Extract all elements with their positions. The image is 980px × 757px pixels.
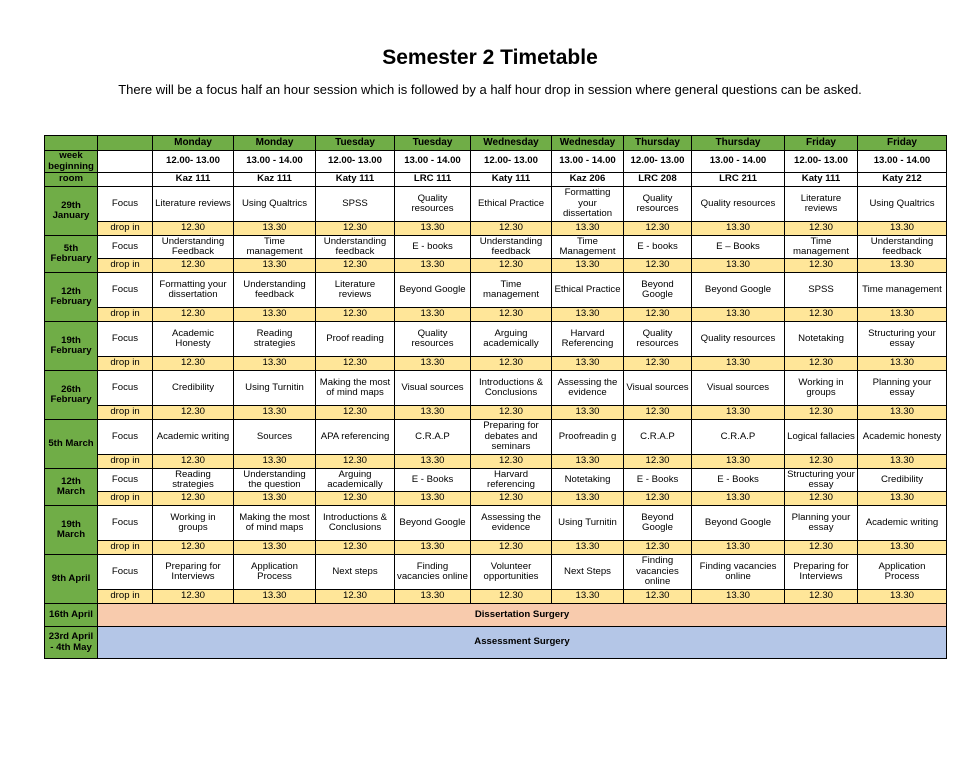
drop-in-time: 13.30 <box>395 259 471 273</box>
drop-in-time: 12.30 <box>153 222 234 236</box>
week-label: 19th March <box>45 506 98 555</box>
drop-in-time: 12.30 <box>316 357 395 371</box>
drop-in-time: 12.30 <box>624 259 692 273</box>
session-topic: Credibility <box>858 469 947 492</box>
week-label: 23rd April - 4th May <box>45 627 98 659</box>
focus-label: Focus <box>98 273 153 308</box>
corner-cell <box>98 136 153 151</box>
session-topic: Quality resources <box>624 187 692 222</box>
drop-in-time: 12.30 <box>624 406 692 420</box>
time-cell: 13.00 - 14.00 <box>858 151 947 173</box>
drop-in-time: 12.30 <box>316 590 395 604</box>
session-topic: Sources <box>234 420 316 455</box>
drop-in-row <box>45 541 947 555</box>
focus-row <box>45 273 947 308</box>
week-beginning-label: week beginning <box>45 151 98 173</box>
session-topic: SPSS <box>785 273 858 308</box>
drop-in-time: 12.30 <box>785 492 858 506</box>
blank-cell <box>98 173 153 187</box>
focus-label: Focus <box>98 555 153 590</box>
focus-row <box>45 371 947 406</box>
drop-in-time: 13.30 <box>552 492 624 506</box>
session-topic: Understanding feedback <box>858 236 947 259</box>
room-cell: Katy 212 <box>858 173 947 187</box>
session-topic: Time Management <box>552 236 624 259</box>
session-topic: Preparing for Interviews <box>153 555 234 590</box>
drop-in-time: 12.30 <box>471 259 552 273</box>
session-topic: Finding vacancies online <box>692 555 785 590</box>
session-topic: Finding vacancies online <box>624 555 692 590</box>
drop-in-time: 13.30 <box>858 406 947 420</box>
session-topic: Harvard Referencing <box>552 322 624 357</box>
drop-in-time: 13.30 <box>858 259 947 273</box>
session-topic: Literature reviews <box>785 187 858 222</box>
drop-in-time: 13.30 <box>234 308 316 322</box>
day-header: Thursday <box>692 136 785 151</box>
drop-in-time: 13.30 <box>858 541 947 555</box>
session-topic: Understanding feedback <box>234 273 316 308</box>
drop-in-time: 13.30 <box>692 541 785 555</box>
session-topic: APA referencing <box>316 420 395 455</box>
session-topic: E – Books <box>692 236 785 259</box>
session-topic: Volunteer opportunities <box>471 555 552 590</box>
drop-in-time: 13.30 <box>234 455 316 469</box>
session-topic: Formatting your dissertation <box>552 187 624 222</box>
session-topic: Using Turnitin <box>234 371 316 406</box>
session-topic: Beyond Google <box>624 506 692 541</box>
drop-in-time: 12.30 <box>153 308 234 322</box>
session-topic: Beyond Google <box>692 273 785 308</box>
session-topic: Arguing academically <box>471 322 552 357</box>
drop-in-time: 12.30 <box>471 406 552 420</box>
drop-in-time: 13.30 <box>692 222 785 236</box>
week-label: 5th February <box>45 236 98 273</box>
drop-in-time: 13.30 <box>692 308 785 322</box>
session-topic: Ethical Practice <box>552 273 624 308</box>
session-topic: Notetaking <box>552 469 624 492</box>
session-topic: C.R.A.P <box>395 420 471 455</box>
session-topic: E - Books <box>624 469 692 492</box>
session-topic: Working in groups <box>785 371 858 406</box>
session-topic: Quality resources <box>395 187 471 222</box>
session-topic: Academic writing <box>153 420 234 455</box>
focus-label: Focus <box>98 506 153 541</box>
session-topic: Using Qualtrics <box>858 187 947 222</box>
page-title: Semester 2 Timetable <box>382 46 598 69</box>
drop-in-row <box>45 492 947 506</box>
session-topic: Beyond Google <box>692 506 785 541</box>
drop-in-time: 12.30 <box>316 259 395 273</box>
drop-in-label: drop in <box>98 308 153 322</box>
session-topic: Beyond Google <box>624 273 692 308</box>
session-topic: Time management <box>234 236 316 259</box>
drop-in-row <box>45 259 947 273</box>
drop-in-time: 12.30 <box>316 455 395 469</box>
focus-row <box>45 555 947 590</box>
week-label: 12th February <box>45 273 98 322</box>
drop-in-label: drop in <box>98 492 153 506</box>
drop-in-row <box>45 406 947 420</box>
drop-in-time: 13.30 <box>552 455 624 469</box>
drop-in-time: 12.30 <box>316 308 395 322</box>
drop-in-time: 12.30 <box>471 222 552 236</box>
drop-in-time: 13.30 <box>395 308 471 322</box>
time-cell: 13.00 - 14.00 <box>552 151 624 173</box>
room-label: room <box>45 173 98 187</box>
session-topic: Planning your essay <box>858 371 947 406</box>
session-topic: Beyond Google <box>395 506 471 541</box>
room-cell: Kaz 111 <box>234 173 316 187</box>
day-header: Friday <box>785 136 858 151</box>
session-topic: Logical fallacies <box>785 420 858 455</box>
focus-row <box>45 187 947 222</box>
timetable-body <box>45 136 947 659</box>
drop-in-time: 12.30 <box>316 406 395 420</box>
time-cell: 12.00- 13.00 <box>471 151 552 173</box>
drop-in-row <box>45 308 947 322</box>
drop-in-time: 13.30 <box>234 541 316 555</box>
week-label: 12th March <box>45 469 98 506</box>
room-cell: Katy 111 <box>785 173 858 187</box>
day-header: Tuesday <box>316 136 395 151</box>
drop-in-row <box>45 590 947 604</box>
times-row <box>45 151 947 173</box>
drop-in-time: 12.30 <box>785 590 858 604</box>
session-topic: Quality resources <box>692 187 785 222</box>
drop-in-time: 13.30 <box>395 357 471 371</box>
drop-in-time: 13.30 <box>234 406 316 420</box>
focus-row <box>45 322 947 357</box>
day-header: Friday <box>858 136 947 151</box>
session-topic: Next Steps <box>552 555 624 590</box>
week-label: 9th April <box>45 555 98 604</box>
drop-in-time: 13.30 <box>234 492 316 506</box>
session-topic: Planning your essay <box>785 506 858 541</box>
day-header: Monday <box>153 136 234 151</box>
session-topic: Reading strategies <box>153 469 234 492</box>
focus-label: Focus <box>98 187 153 222</box>
session-topic: Preparing for Interviews <box>785 555 858 590</box>
session-topic: Structuring your essay <box>785 469 858 492</box>
session-topic: Next steps <box>316 555 395 590</box>
drop-in-time: 13.30 <box>858 590 947 604</box>
time-cell: 12.00- 13.00 <box>624 151 692 173</box>
drop-in-time: 13.30 <box>234 222 316 236</box>
drop-in-time: 12.30 <box>471 492 552 506</box>
drop-in-time: 13.30 <box>858 492 947 506</box>
drop-in-time: 12.30 <box>153 590 234 604</box>
drop-in-row <box>45 357 947 371</box>
drop-in-time: 13.30 <box>692 357 785 371</box>
drop-in-time: 13.30 <box>692 590 785 604</box>
session-topic: Visual sources <box>624 371 692 406</box>
drop-in-label: drop in <box>98 406 153 420</box>
room-cell: Kaz 206 <box>552 173 624 187</box>
session-topic: Understanding feedback <box>471 236 552 259</box>
drop-in-time: 13.30 <box>234 590 316 604</box>
session-topic: Academic honesty <box>858 420 947 455</box>
page-subtitle: There will be a focus half an hour session which is followed by a half hour drop in session where general questions can be asked. <box>118 82 862 97</box>
drop-in-time: 12.30 <box>153 259 234 273</box>
drop-in-time: 13.30 <box>858 357 947 371</box>
session-topic: Notetaking <box>785 322 858 357</box>
drop-in-time: 13.30 <box>552 541 624 555</box>
drop-in-time: 13.30 <box>858 455 947 469</box>
focus-label: Focus <box>98 236 153 259</box>
session-topic: Introductions & Conclusions <box>316 506 395 541</box>
session-topic: Ethical Practice <box>471 187 552 222</box>
drop-in-time: 12.30 <box>624 222 692 236</box>
drop-in-time: 13.30 <box>858 222 947 236</box>
drop-in-time: 13.30 <box>395 590 471 604</box>
drop-in-label: drop in <box>98 357 153 371</box>
day-header: Tuesday <box>395 136 471 151</box>
drop-in-time: 12.30 <box>624 308 692 322</box>
room-cell: Katy 111 <box>316 173 395 187</box>
drop-in-time: 13.30 <box>692 259 785 273</box>
session-topic: Arguing academically <box>316 469 395 492</box>
drop-in-time: 12.30 <box>316 492 395 506</box>
session-topic: E - books <box>395 236 471 259</box>
session-topic: Credibility <box>153 371 234 406</box>
focus-row <box>45 420 947 455</box>
drop-in-time: 12.30 <box>153 541 234 555</box>
room-cell: LRC 111 <box>395 173 471 187</box>
drop-in-time: 13.30 <box>395 455 471 469</box>
drop-in-time: 12.30 <box>471 455 552 469</box>
drop-in-time: 13.30 <box>234 357 316 371</box>
session-topic: Time management <box>471 273 552 308</box>
drop-in-label: drop in <box>98 541 153 555</box>
session-topic: Introductions & Conclusions <box>471 371 552 406</box>
session-topic: Structuring your essay <box>858 322 947 357</box>
drop-in-time: 12.30 <box>316 222 395 236</box>
drop-in-row <box>45 455 947 469</box>
day-header: Wednesday <box>552 136 624 151</box>
session-topic: E - Books <box>395 469 471 492</box>
drop-in-time: 13.30 <box>395 541 471 555</box>
session-topic: Using Turnitin <box>552 506 624 541</box>
drop-in-time: 12.30 <box>785 455 858 469</box>
session-topic: Understanding feedback <box>316 236 395 259</box>
session-topic: Proof reading <box>316 322 395 357</box>
time-cell: 12.00- 13.00 <box>153 151 234 173</box>
session-topic: SPSS <box>316 187 395 222</box>
session-topic: Finding vacancies online <box>395 555 471 590</box>
session-topic: Quality resources <box>624 322 692 357</box>
drop-in-time: 13.30 <box>552 259 624 273</box>
time-cell: 13.00 - 14.00 <box>395 151 471 173</box>
session-topic: Assessing the evidence <box>552 371 624 406</box>
drop-in-time: 12.30 <box>153 357 234 371</box>
drop-in-time: 13.30 <box>692 492 785 506</box>
rooms-row <box>45 173 947 187</box>
week-label: 26th February <box>45 371 98 420</box>
drop-in-time: 12.30 <box>153 406 234 420</box>
time-cell: 13.00 - 14.00 <box>692 151 785 173</box>
focus-row <box>45 469 947 492</box>
day-header: Monday <box>234 136 316 151</box>
time-cell: 13.00 - 14.00 <box>234 151 316 173</box>
drop-in-row <box>45 222 947 236</box>
drop-in-time: 13.30 <box>395 492 471 506</box>
session-topic: Understanding Feedback <box>153 236 234 259</box>
week-label: 29th January <box>45 187 98 236</box>
session-topic: Understanding the question <box>234 469 316 492</box>
focus-row <box>45 506 947 541</box>
session-topic: Working in groups <box>153 506 234 541</box>
focus-row <box>45 236 947 259</box>
timetable <box>44 135 947 659</box>
day-header: Wednesday <box>471 136 552 151</box>
drop-in-time: 13.30 <box>692 406 785 420</box>
dissertation-surgery-row <box>45 604 947 627</box>
drop-in-time: 12.30 <box>624 492 692 506</box>
session-topic: Application Process <box>234 555 316 590</box>
drop-in-time: 13.30 <box>552 357 624 371</box>
drop-in-time: 12.30 <box>624 357 692 371</box>
drop-in-time: 12.30 <box>624 455 692 469</box>
session-topic: Time management <box>785 236 858 259</box>
focus-label: Focus <box>98 469 153 492</box>
focus-label: Focus <box>98 420 153 455</box>
drop-in-label: drop in <box>98 222 153 236</box>
focus-label: Focus <box>98 371 153 406</box>
session-topic: C.R.A.P <box>624 420 692 455</box>
session-topic: Making the most of mind maps <box>316 371 395 406</box>
assessment-surgery-row <box>45 627 947 659</box>
drop-in-time: 13.30 <box>858 308 947 322</box>
session-topic: E - books <box>624 236 692 259</box>
drop-in-time: 13.30 <box>692 455 785 469</box>
room-cell: LRC 208 <box>624 173 692 187</box>
corner-cell <box>45 136 98 151</box>
session-topic: Assessing the evidence <box>471 506 552 541</box>
drop-in-time: 12.30 <box>785 541 858 555</box>
drop-in-time: 12.30 <box>624 541 692 555</box>
drop-in-time: 12.30 <box>785 308 858 322</box>
drop-in-time: 13.30 <box>552 406 624 420</box>
time-cell: 12.00- 13.00 <box>785 151 858 173</box>
drop-in-time: 13.30 <box>234 259 316 273</box>
drop-in-time: 12.30 <box>471 590 552 604</box>
session-topic: Formatting your dissertation <box>153 273 234 308</box>
session-topic: Proofreadin g <box>552 420 624 455</box>
day-header: Thursday <box>624 136 692 151</box>
drop-in-time: 13.30 <box>552 590 624 604</box>
week-label: 19th February <box>45 322 98 371</box>
room-cell: Katy 111 <box>471 173 552 187</box>
session-topic: C.R.A.P <box>692 420 785 455</box>
room-cell: Kaz 111 <box>153 173 234 187</box>
drop-in-time: 13.30 <box>552 222 624 236</box>
session-topic: Academic Honesty <box>153 322 234 357</box>
drop-in-label: drop in <box>98 259 153 273</box>
week-label: 5th March <box>45 420 98 469</box>
drop-in-time: 13.30 <box>395 222 471 236</box>
session-topic: Quality resources <box>692 322 785 357</box>
assessment-surgery: Assessment Surgery <box>98 627 947 659</box>
blank-cell <box>98 151 153 173</box>
drop-in-time: 12.30 <box>785 357 858 371</box>
session-topic: Literature reviews <box>153 187 234 222</box>
drop-in-time: 12.30 <box>471 357 552 371</box>
session-topic: Visual sources <box>395 371 471 406</box>
session-topic: Reading strategies <box>234 322 316 357</box>
session-topic: Quality resources <box>395 322 471 357</box>
drop-in-label: drop in <box>98 455 153 469</box>
drop-in-time: 12.30 <box>785 222 858 236</box>
session-topic: E - Books <box>692 469 785 492</box>
drop-in-time: 12.30 <box>785 406 858 420</box>
drop-in-time: 13.30 <box>395 406 471 420</box>
time-cell: 12.00- 13.00 <box>316 151 395 173</box>
drop-in-time: 12.30 <box>471 541 552 555</box>
session-topic: Harvard referencing <box>471 469 552 492</box>
drop-in-label: drop in <box>98 590 153 604</box>
session-topic: Literature reviews <box>316 273 395 308</box>
drop-in-time: 13.30 <box>552 308 624 322</box>
drop-in-time: 12.30 <box>624 590 692 604</box>
session-topic: Application Process <box>858 555 947 590</box>
session-topic: Using Qualtrics <box>234 187 316 222</box>
drop-in-time: 12.30 <box>153 455 234 469</box>
session-topic: Preparing for debates and seminars <box>471 420 552 455</box>
room-cell: LRC 211 <box>692 173 785 187</box>
week-label: 16th April <box>45 604 98 627</box>
session-topic: Visual sources <box>692 371 785 406</box>
session-topic: Making the most of mind maps <box>234 506 316 541</box>
focus-label: Focus <box>98 322 153 357</box>
drop-in-time: 12.30 <box>785 259 858 273</box>
header-days-row <box>45 136 947 151</box>
drop-in-time: 12.30 <box>153 492 234 506</box>
drop-in-time: 12.30 <box>471 308 552 322</box>
drop-in-time: 12.30 <box>316 541 395 555</box>
session-topic: Time management <box>858 273 947 308</box>
session-topic: Academic writing <box>858 506 947 541</box>
dissertation-surgery: Dissertation Surgery <box>98 604 947 627</box>
session-topic: Beyond Google <box>395 273 471 308</box>
